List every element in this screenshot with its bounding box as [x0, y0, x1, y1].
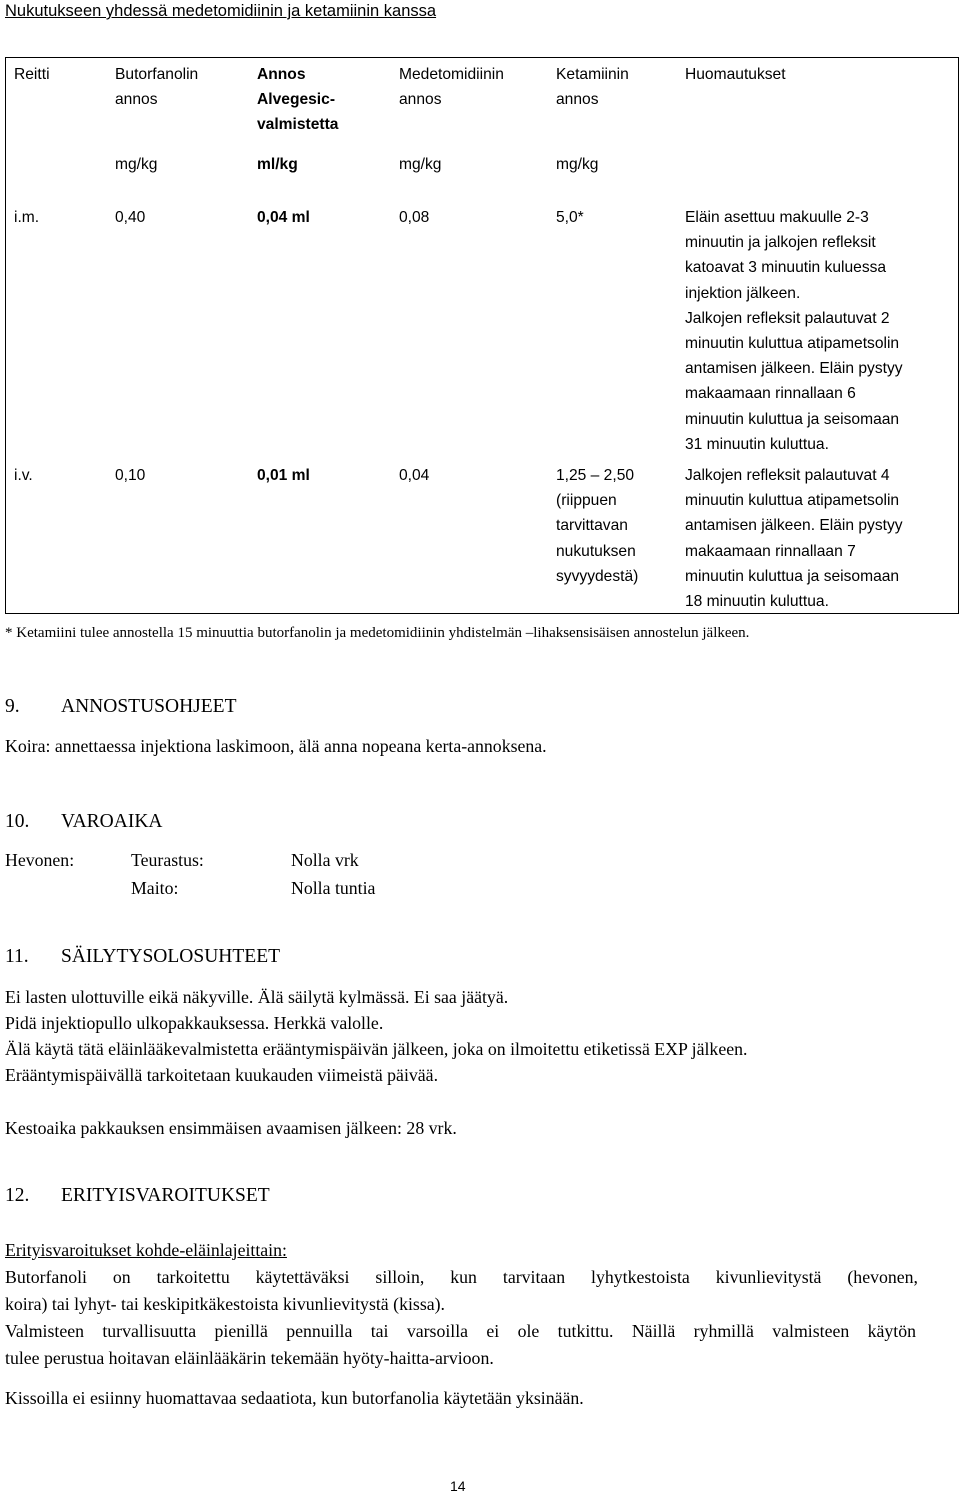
section-10-number: 10. — [5, 811, 30, 832]
table-footnote: * Ketamiini tulee annostella 15 minuuttia butorfanolin ja medetomidiinin yhdistelmän –lihaksensisäisen annostelun jälkeen. — [5, 625, 750, 641]
withdrawal-milk-value: Nolla tuntia — [291, 878, 376, 898]
warning-para-3: Kissoilla ei esiinny huomattavaa sedaatiota, kun butorfanolia käytetään yksinään. — [5, 1388, 584, 1408]
unit-ketamine: mg/kg — [556, 156, 599, 173]
row-im-ketamine: 5,0* — [556, 209, 584, 226]
row-im-butorphanol: 0,40 — [115, 209, 146, 226]
table-header-ketamine: Ketamiinin annos — [556, 66, 629, 109]
warning-para-2-line-1: Valmisteen turvallisuutta pienillä pennuilla tai varsoilla ei ole tutkittu. Näillä ryhmillä valmisteen käytön — [5, 1321, 916, 1341]
row-iv-medetomidine: 0,04 — [399, 467, 430, 484]
storage-line: Erääntymispäivällä tarkoitetaan kuukauden viimeistä päivää. — [5, 1065, 439, 1085]
section-11-heading: SÄILYTYSOLOSUHTEET — [61, 946, 281, 967]
section-12-number: 12. — [5, 1185, 30, 1206]
warning-para-1-line-2: koira) tai lyhyt- tai keskipitkäkestoista kivunlievitystä (kissa). — [5, 1294, 445, 1314]
storage-line: Pidä injektiopullo ulkopakkauksessa. Herkkä valolle. — [5, 1013, 384, 1033]
section-12-subheading: Erityisvaroitukset kohde-eläinlajeittain: — [5, 1240, 287, 1260]
table-header-butorphanol: Butorfanolin annos — [115, 66, 199, 109]
storage-line: Älä käytä tätä eläinlääkevalmistetta erääntymispäivän jälkeen, joka on ilmoitettu etiketissä EXP jälkeen. — [5, 1039, 748, 1059]
section-10-heading: VAROAIKA — [61, 811, 163, 832]
warning-para-1-line-1: Butorfanoli on tarkoitettu käytettäväksi silloin, kun tarvitaan lyhytkestoista kivunlievitystä (hevonen, — [5, 1267, 918, 1287]
withdrawal-meat-label: Teurastus: — [131, 850, 204, 870]
row-im-medetomidine: 0,08 — [399, 209, 430, 226]
section-12-heading: ERITYISVAROITUKSET — [61, 1185, 270, 1206]
row-im-alvegesic: 0,04 ml — [257, 209, 310, 226]
row-iv-butorphanol: 0,10 — [115, 467, 146, 484]
table-header-alvegesic: Annos Alvegesic- valmistetta — [257, 66, 339, 134]
unit-butorphanol: mg/kg — [115, 156, 158, 173]
withdrawal-species: Hevonen: — [5, 850, 75, 870]
row-iv-alvegesic: 0,01 ml — [257, 467, 310, 484]
table-header-route: Reitti — [14, 66, 50, 83]
section-11-number: 11. — [5, 946, 29, 967]
row-iv-notes: Jalkojen refleksit palautuvat 4 minuutin kuluttua atipametsolin antamisen jälkeen. Eläin pystyy makaamaan rinnallaan 7 minuutin kuluttua ja seisomaan 18 minuutin kuluttua. — [685, 467, 903, 611]
shelf-life: Kestoaika pakkauksen ensimmäisen avaamisen jälkeen: 28 vrk. — [5, 1118, 457, 1138]
withdrawal-milk-label: Maito: — [131, 878, 179, 898]
row-iv-ketamine: 1,25 – 2,50 (riippuen tarvittavan nukutuksen syvyydestä) — [556, 467, 639, 585]
section-9-heading: ANNOSTUSOHJEET — [61, 696, 237, 717]
row-im-notes: Eläin asettuu makuulle 2-3 minuutin ja jalkojen refleksit katoavat 3 minuutin kuluessa injektion jälkeen. Jalkojen refleksit palautuvat 2 minuutin kuluttua atipametsolin antamisen jälkeen. Eläin pystyy makaamaan rinnallaan 6 minuutin kuluttua ja seisomaan 31 minuutin kuluttua. — [685, 209, 903, 453]
storage-line: Ei lasten ulottuville eikä näkyville. Älä säilytä kylmässä. Ei saa jäätyä. — [5, 987, 509, 1007]
table-header-medetomidine: Medetomidiinin annos — [399, 66, 504, 109]
warning-para-2-line-2: tulee perustua hoitavan eläinlääkärin tekemään hyöty-haitta-arvioon. — [5, 1348, 494, 1368]
unit-alvegesic: ml/kg — [257, 156, 298, 173]
withdrawal-meat-value: Nolla vrk — [291, 850, 359, 870]
section-9-text: Koira: annettaessa injektiona laskimoon, älä anna nopeana kerta-annoksena. — [5, 736, 547, 756]
table-header-notes: Huomautukset — [685, 66, 786, 83]
section-9-number: 9. — [5, 696, 20, 717]
page-title: Nukutukseen yhdessä medetomidiinin ja ketamiinin kanssa — [5, 2, 437, 20]
row-im-route: i.m. — [14, 209, 40, 226]
page-number: 14 — [450, 1478, 466, 1494]
unit-medetomidine: mg/kg — [399, 156, 442, 173]
row-iv-route: i.v. — [14, 467, 33, 484]
